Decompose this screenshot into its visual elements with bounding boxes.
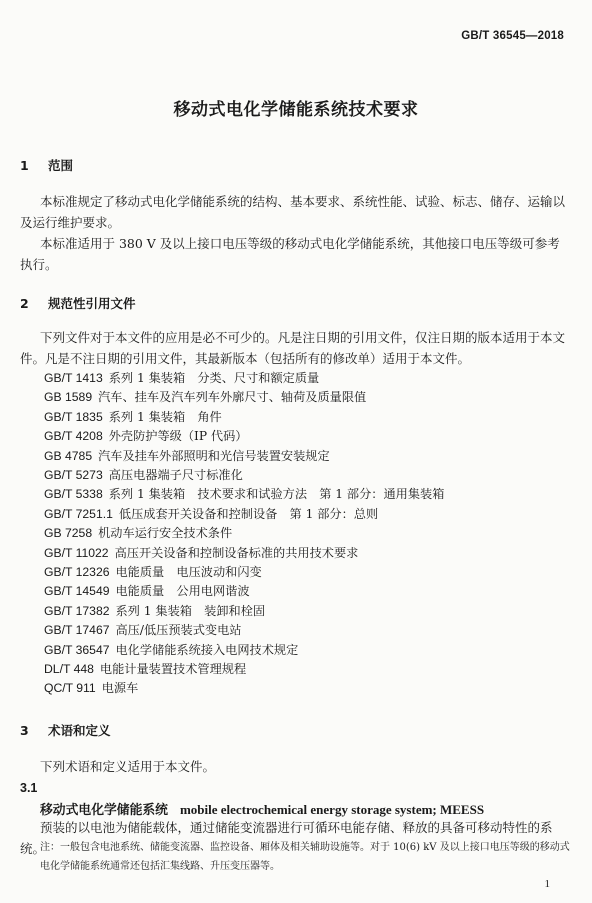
section-3-heading xyxy=(20,721,111,739)
reference-item xyxy=(44,369,319,386)
reference-code: GB/T 1413 xyxy=(44,371,103,385)
note: 注：一般包含电池系统、储能变流器、监控设备、厢体及相关辅助设施等。对于 10(6) kV 及以上接口电压等级的移动式电化学储能系统通常还包括汇集线路、升压变压器等。 xyxy=(40,842,570,872)
reference-item xyxy=(44,524,232,541)
reference-item xyxy=(44,679,138,696)
reference-code: GB/T 36547 xyxy=(44,642,110,657)
reference-item xyxy=(44,582,250,599)
reference-code: GB 7258 xyxy=(44,526,93,541)
reference-code: GB/T 17467 xyxy=(44,623,110,638)
reference-title: 高压电器端子尺寸标准化 xyxy=(108,468,243,482)
reference-item xyxy=(44,563,262,580)
reference-code: GB/T 12326 xyxy=(44,565,110,579)
reference-title: 低压成套开关设备和控制设备 第 1 部分：总则 xyxy=(118,506,379,521)
paragraph: 本标准适用于 380 V 及以上接口电压等级的移动式电化学储能系统，其他接口电压等级可参考执行。 xyxy=(20,236,560,272)
reference-code: GB/T 17382 xyxy=(44,603,110,618)
reference-code: GB/T 7251.1 xyxy=(44,506,113,521)
paragraph: 下列文件对于本文件的应用是必不可少的。凡是注日期的引用文件，仅注日期的版本适用于本文件。凡是不注日期的引用文件，其最新版本（包括所有的修改单）适用于本文件。 xyxy=(20,330,566,366)
reference-title: 高压/低压预装式变电站 xyxy=(115,623,242,638)
reference-item xyxy=(44,388,366,405)
reference-title: 电源车 xyxy=(101,681,139,696)
reference-title: 机动车运行安全技术条件 xyxy=(98,526,233,541)
section-number: 2 xyxy=(20,296,29,311)
reference-item xyxy=(44,660,246,677)
reference-item xyxy=(44,427,247,444)
reference-code: GB 4785 xyxy=(44,448,93,463)
section-title: 术语和定义 xyxy=(48,723,111,738)
reference-item xyxy=(44,505,378,522)
reference-code: QC/T 911 xyxy=(44,681,96,696)
reference-item xyxy=(44,641,298,658)
reference-title: 电能计量装置技术管理规程 xyxy=(99,662,247,676)
term-chinese: 移动式电化学储能系统 xyxy=(40,803,168,818)
reference-item xyxy=(44,408,222,425)
paragraph: 下列术语和定义适用于本文件。 xyxy=(40,759,216,774)
standard-number: GB/T 36545—2018 xyxy=(461,30,564,42)
section-2-heading xyxy=(20,294,136,312)
reference-item xyxy=(44,544,358,561)
paragraph: 本标准规定了移动式电化学储能系统的结构、基本要求、系统性能、试验、标志、储存、运输以及运行维护要求。 xyxy=(20,194,566,230)
reference-code: GB/T 11022 xyxy=(44,545,109,560)
reference-title: 高压开关设备和控制设备标准的共用技术要求 xyxy=(114,545,359,560)
document-title: 移动式电化学储能系统技术要求 xyxy=(173,100,419,120)
reference-title: 电能质量 公用电网谐波 xyxy=(115,584,250,599)
reference-code: GB 1589 xyxy=(44,390,93,405)
reference-title: 外壳防护等级（IP 代码） xyxy=(108,429,248,444)
reference-code: GB/T 5338 xyxy=(44,487,103,502)
reference-title: 系列 1 集装箱 角件 xyxy=(108,409,222,424)
reference-title: 汽车、挂车及汽车列车外廓尺寸、轴荷及质量限值 xyxy=(98,390,367,405)
reference-item xyxy=(44,485,444,502)
term-english: mobile electrochemical energy storage system; MEESS xyxy=(179,802,485,817)
reference-code: GB/T 4208 xyxy=(44,429,103,444)
reference-title: 电能质量 电压波动和闪变 xyxy=(115,565,262,579)
term-number: 3.1 xyxy=(20,781,38,795)
reference-code: DL/T 448 xyxy=(44,662,94,676)
reference-code: GB/T 14549 xyxy=(44,584,110,599)
reference-title: 汽车及挂车外部照明和光信号装置安装规定 xyxy=(98,448,330,463)
reference-title: 电化学储能系统接入电网技术规定 xyxy=(115,642,299,657)
definition: 预装的以电池为储能载体，通过储能变流器进行可循环电能存储、释放的具备可移动特性的系统。 xyxy=(20,820,553,856)
section-title: 范围 xyxy=(48,158,74,173)
reference-code: GB/T 5273 xyxy=(44,468,103,482)
reference-item xyxy=(44,447,330,464)
page-number: 1 xyxy=(544,878,550,890)
section-number: 1 xyxy=(20,158,29,173)
section-number: 3 xyxy=(20,723,29,738)
reference-code: GB/T 1835 xyxy=(44,409,103,424)
reference-title: 系列 1 集装箱 分类、尺寸和额定质量 xyxy=(108,371,320,385)
section-1-heading xyxy=(20,156,73,174)
reference-item xyxy=(44,466,243,483)
reference-item xyxy=(44,602,265,619)
term-name xyxy=(40,799,484,818)
reference-title: 系列 1 集装箱 装卸和栓固 xyxy=(115,603,266,618)
section-title: 规范性引用文件 xyxy=(48,296,136,311)
reference-title: 系列 1 集装箱 技术要求和试验方法 第 1 部分：通用集装箱 xyxy=(108,487,445,502)
reference-item xyxy=(44,621,241,638)
